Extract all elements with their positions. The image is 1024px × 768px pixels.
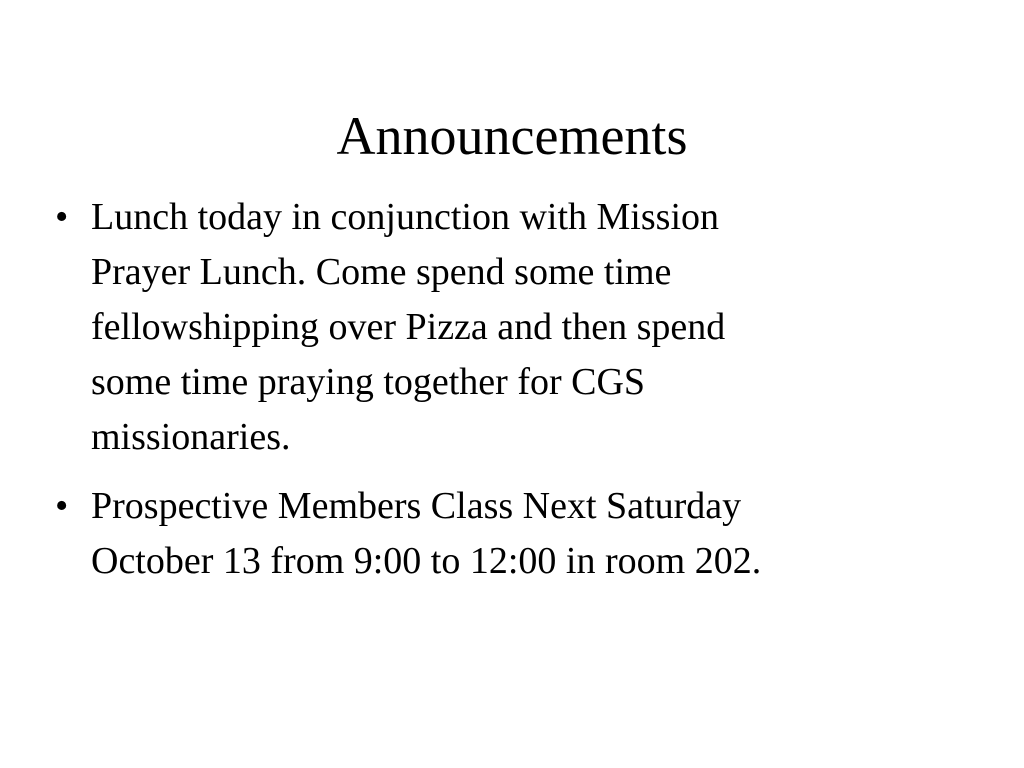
- bullet-item-members-class: [50, 479, 930, 589]
- bullet-list: [50, 190, 930, 603]
- bullet-item-lunch: [50, 190, 930, 465]
- bullet-icon: •: [55, 196, 69, 238]
- bullet-text: Prospective Members Class Next Saturday October 13 from 9:00 to 12:00 in room 202.: [91, 485, 762, 582]
- bullet-text: Lunch today in conjunction with Mission Prayer Lunch. Come spend some time fellowshipping over Pizza and then spend some time praying together for CGS missionaries.: [91, 196, 726, 458]
- bullet-icon: •: [55, 485, 69, 527]
- slide-title: Announcements: [336, 106, 688, 166]
